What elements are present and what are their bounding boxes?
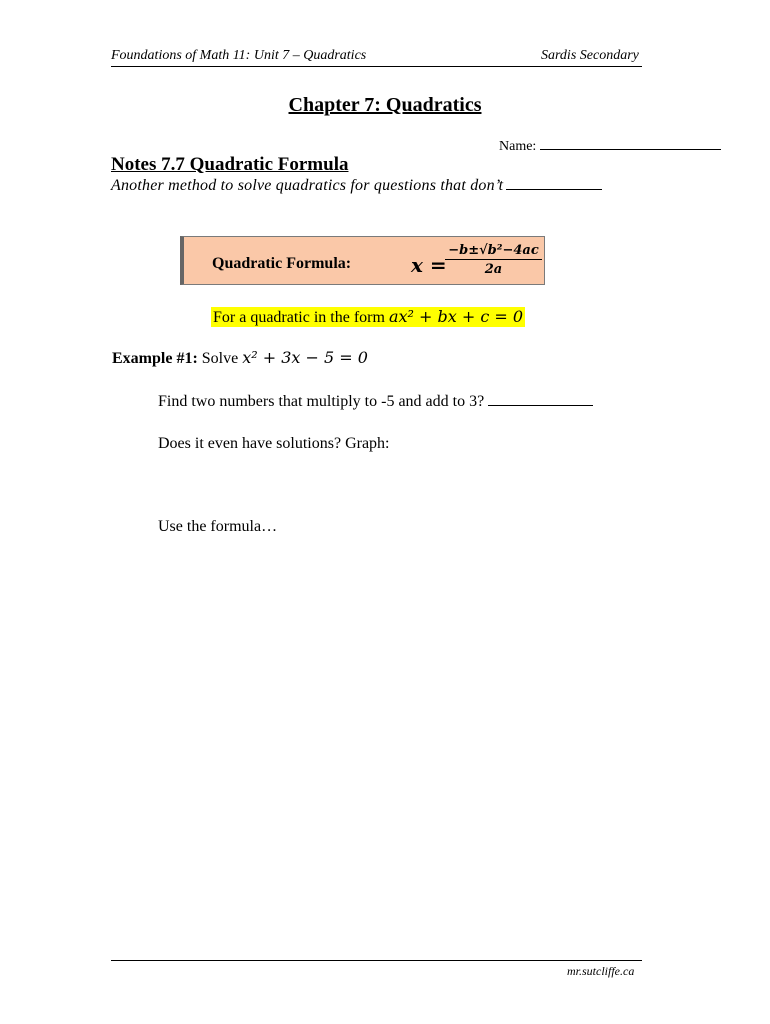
form-note-expression: ax² + bx + c = 0 — [388, 307, 524, 326]
header-school-name: Sardis Secondary — [541, 48, 639, 63]
example-label: Example #1: — [112, 350, 198, 367]
name-blank-line[interactable] — [540, 137, 721, 150]
formula-numerator: −b±√b²−4ac — [445, 243, 542, 260]
footer-divider — [111, 960, 642, 961]
chapter-title: Chapter 7: Quadratics — [288, 94, 482, 116]
formula-fraction — [445, 243, 542, 277]
question-3: Use the formula… — [158, 518, 278, 535]
footer-website: mr.sutcliffe.ca — [567, 964, 635, 978]
formula-denominator: 2a — [484, 262, 503, 277]
subtitle-blank-line[interactable] — [506, 177, 602, 190]
notes-subtitle — [111, 177, 602, 195]
name-field[interactable] — [499, 137, 721, 155]
form-note — [211, 307, 525, 327]
formula-lhs: x = — [411, 253, 447, 277]
notes-title: Notes 7.7 Quadratic Formula — [111, 154, 349, 175]
question-1-text: Find two numbers that multiply to -5 and add to 3? — [158, 393, 485, 410]
example-instruction: Solve — [201, 350, 239, 367]
question-1 — [158, 393, 593, 411]
example-expression: x² + 3x − 5 = 0 — [242, 348, 368, 367]
example-1 — [112, 348, 368, 368]
name-label: Name: — [499, 139, 537, 154]
form-note-text: For a quadratic in the form — [213, 309, 385, 326]
question-1-blank-line[interactable] — [488, 393, 593, 406]
header-divider — [111, 66, 642, 67]
header-course-title: Foundations of Math 11: Unit 7 – Quadratics — [111, 48, 367, 63]
question-2: Does it even have solutions? Graph: — [158, 435, 390, 452]
formula-label: Quadratic Formula: — [212, 255, 352, 272]
notes-subtitle-text: Another method to solve quadratics for questions that don’t — [111, 177, 504, 194]
